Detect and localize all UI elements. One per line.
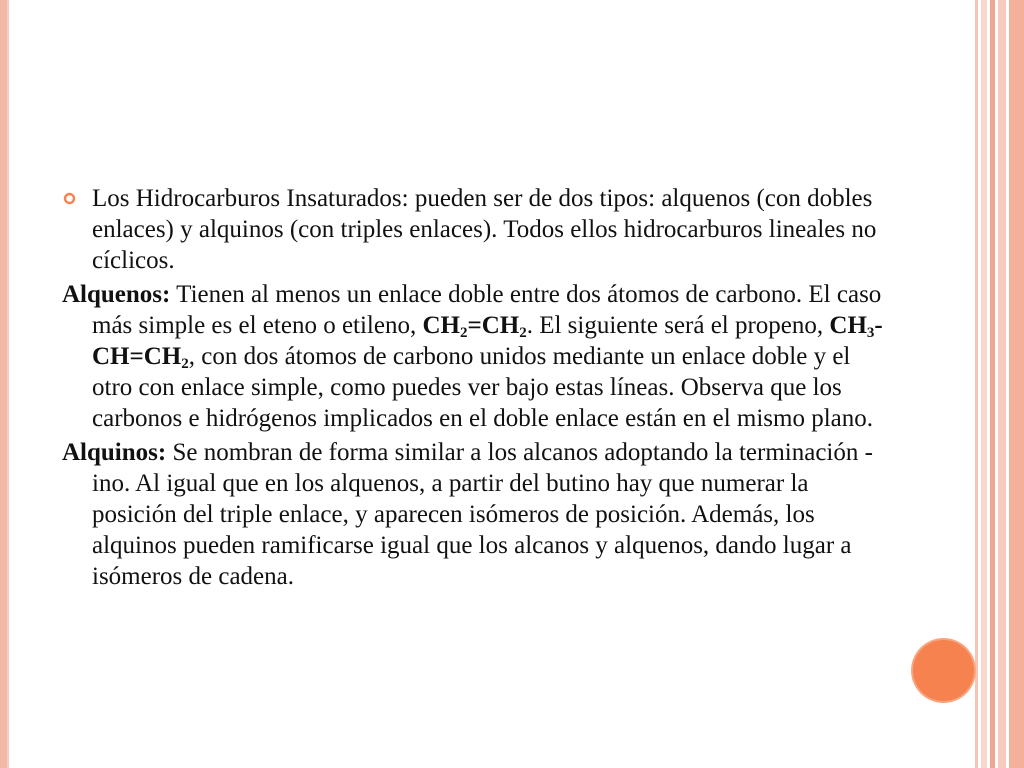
alquenos-label: Alquenos:	[62, 281, 171, 308]
orange-ring-bullet-icon	[63, 192, 76, 205]
right-border-stripe	[990, 0, 995, 768]
slide-content	[62, 183, 892, 595]
alquinos-text: Se nombran de forma similar a los alcanos adoptando la terminación -ino. Al igual que en los alquenos, a partir del butino hay que numerar la posición del triple enlace, y aparecen isómeros de posición. Además, los alquinos pueden ramificarse igual que los alcanos y alquenos, dando lugar a isómeros de cadena.	[92, 439, 873, 590]
bullet-text: Los Hidrocarburos Insaturados: pueden ser de dos tipos: alquenos (con dobles enlaces) y alquinos (con triples enlaces). Todos ellos hidrocarburos lineales no cíclicos.	[92, 185, 877, 274]
bullet-paragraph	[62, 183, 892, 276]
alquenos-text: . El siguiente será el propeno,	[526, 312, 830, 339]
formula-propeno: $CH_3-CH=CH_2$	[92, 312, 883, 372]
right-border-stripe	[975, 0, 978, 768]
alquinos-label: Alquinos:	[62, 439, 167, 466]
right-border-stripe	[1009, 0, 1024, 768]
alquenos-text: Tienen al menos un enlace doble entre dos átomos de carbono. El caso más simple es el eteno o etileno,	[92, 281, 882, 339]
right-border-stripe	[981, 0, 987, 768]
left-border-stripe	[0, 0, 9, 768]
formula-etileno: $CH_2=CH_2$	[422, 312, 527, 341]
right-border-stripe	[998, 0, 1006, 768]
alquinos-paragraph	[62, 437, 892, 592]
alquenos-paragraph	[62, 279, 892, 434]
alquenos-text: , con dos átomos de carbono unidos mediante un enlace doble y el otro con enlace simple, como puedes ver bajo estas líneas. Observa que los carbonos e hidrógenos implicados en el doble enlace están en el mismo plano.	[92, 343, 874, 432]
orange-circle-decoration	[913, 640, 974, 701]
